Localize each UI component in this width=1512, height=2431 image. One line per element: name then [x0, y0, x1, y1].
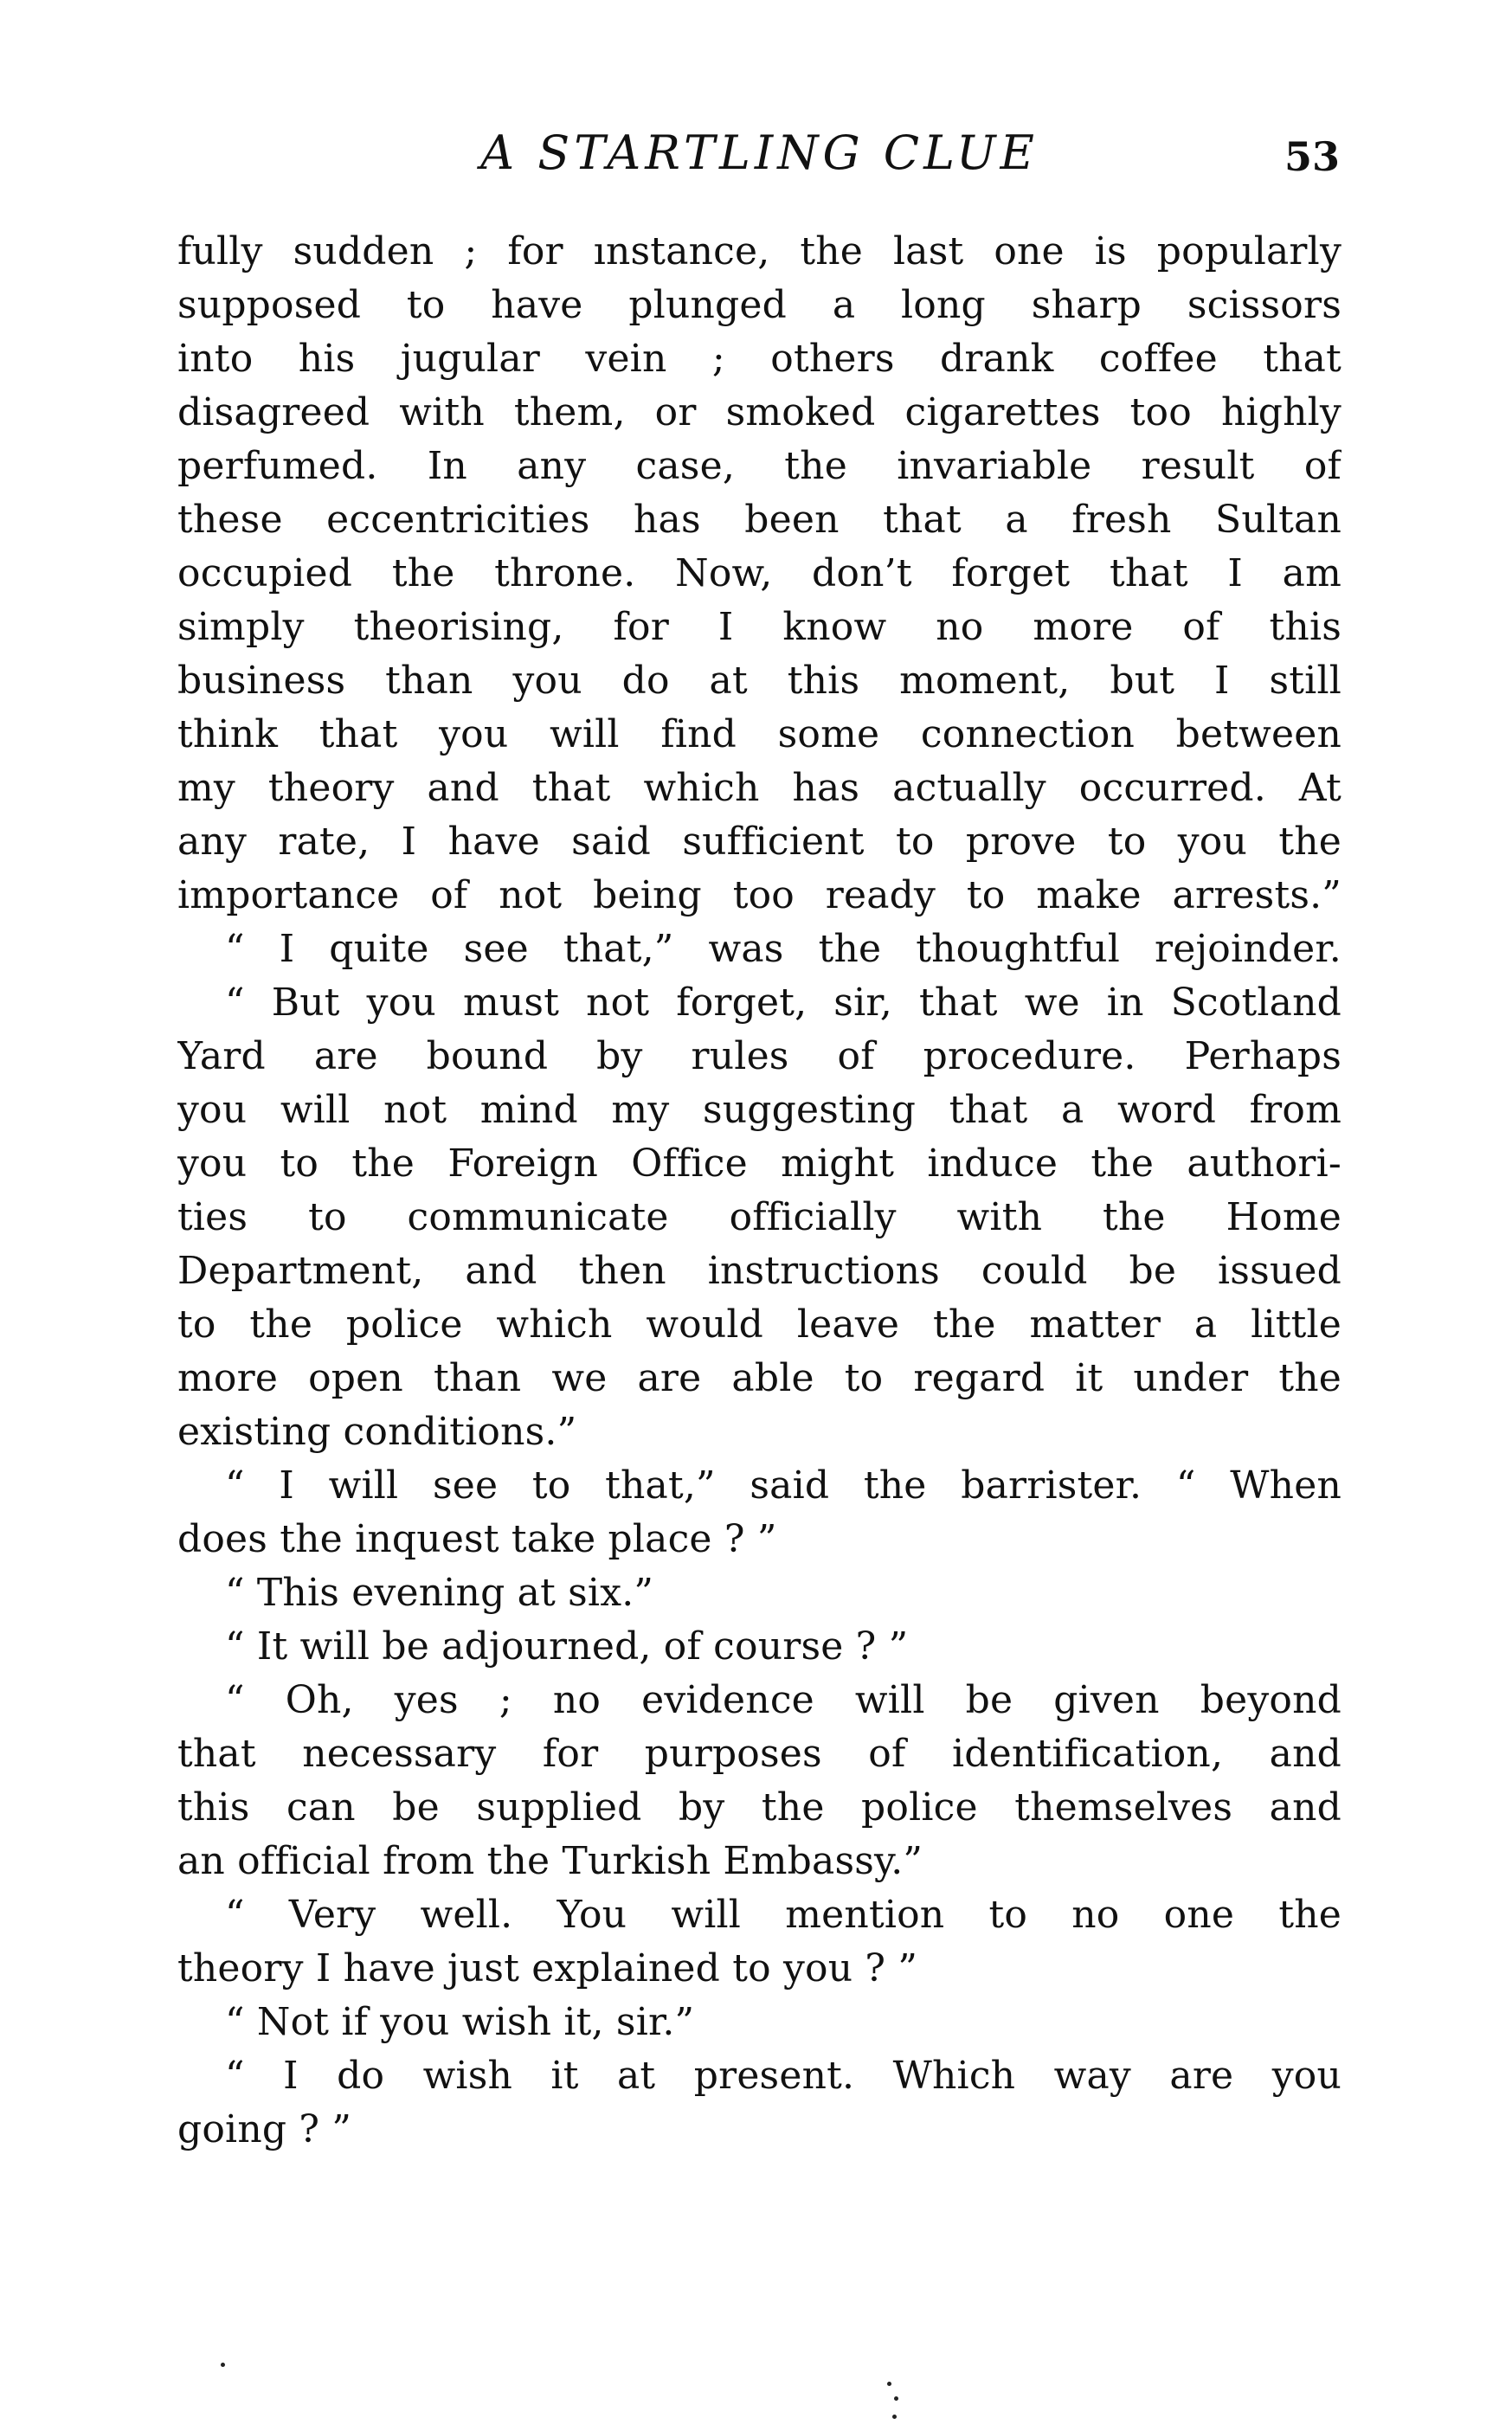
- text-line: fully sudden ; for ınstance, the last one is popularly: [177, 229, 1341, 273]
- text-line: you to the Foreign Office might induce the authori-: [177, 1142, 1341, 1186]
- text-line: occupied the throne. Now, don’t forget that I am: [177, 551, 1341, 595]
- text-line: “ It will be adjourned, of course ? ”: [225, 1624, 909, 1669]
- text-line: my theory and that which has actually occurred. At: [177, 766, 1341, 810]
- text-line: theory I have just explained to you ? ”: [177, 1946, 918, 1990]
- text-line: Department, and then instructions could be issued: [177, 1249, 1341, 1293]
- text-line: simply theorising, for I know no more of this: [177, 605, 1341, 649]
- text-line: “ Very well. You will mention to no one the: [225, 1893, 1341, 1937]
- text-line: an official from the Turkish Embassy.”: [177, 1839, 923, 1883]
- print-speck: [887, 2382, 891, 2386]
- text-line: “ I quite see that,” was the thoughtful rejoinder.: [225, 927, 1341, 971]
- text-line: disagreed with them, or smoked cigarettes too highly: [177, 390, 1341, 434]
- text-line: to the police which would leave the matter a little: [177, 1302, 1341, 1347]
- text-line: this can be supplied by the police themselves and: [177, 1785, 1341, 1830]
- text-line: more open than we are able to regard it under the: [177, 1356, 1341, 1400]
- text-line: business than you do at this moment, but I still: [177, 659, 1341, 703]
- text-line: these eccentricities has been that a fresh Sultan: [177, 498, 1341, 542]
- print-speck: [894, 2396, 898, 2401]
- text-line: “ This evening at six.”: [225, 1571, 654, 1615]
- running-title: A STARTLING CLUE: [480, 125, 1039, 180]
- running-head: [177, 123, 1341, 192]
- text-line: perfumed. In any case, the invariable result of: [177, 444, 1341, 488]
- text-line: “ Not if you wish it, sir.”: [225, 2000, 695, 2044]
- text-line: you will not mind my suggesting that a word from: [177, 1088, 1341, 1132]
- text-line: any rate, I have said sufficient to prove to you the: [177, 820, 1341, 864]
- text-line: supposed to have plunged a long sharp scissors: [177, 283, 1341, 327]
- text-line: going ? ”: [177, 2107, 352, 2151]
- text-line: ties to communicate officially with the Home: [177, 1195, 1341, 1239]
- text-line: “ I do wish it at present. Which way are you: [225, 2054, 1341, 2098]
- text-body: [177, 225, 1341, 2157]
- print-speck: [221, 2363, 225, 2367]
- text-line: Yard are bound by rules of procedure. Perhaps: [177, 1034, 1341, 1078]
- print-speck: [892, 2415, 897, 2419]
- text-line: importance of not being too ready to make arrests.”: [177, 873, 1341, 917]
- text-line: “ Oh, yes ; no evidence will be given beyond: [225, 1678, 1341, 1722]
- text-line: that necessary for purposes of identification, and: [177, 1732, 1341, 1776]
- text-line: “ I will see to that,” said the barrister. “ When: [225, 1463, 1341, 1508]
- text-line: think that you will find some connection between: [177, 712, 1341, 756]
- text-line: does the inquest take place ? ”: [177, 1517, 777, 1561]
- page-number: 53: [1284, 133, 1340, 180]
- text-line: into his jugular vein ; others drank coffee that: [177, 337, 1341, 381]
- text-line: “ But you must not forget, sir, that we in Scotland: [225, 981, 1341, 1025]
- text-line: existing conditions.”: [177, 1410, 577, 1454]
